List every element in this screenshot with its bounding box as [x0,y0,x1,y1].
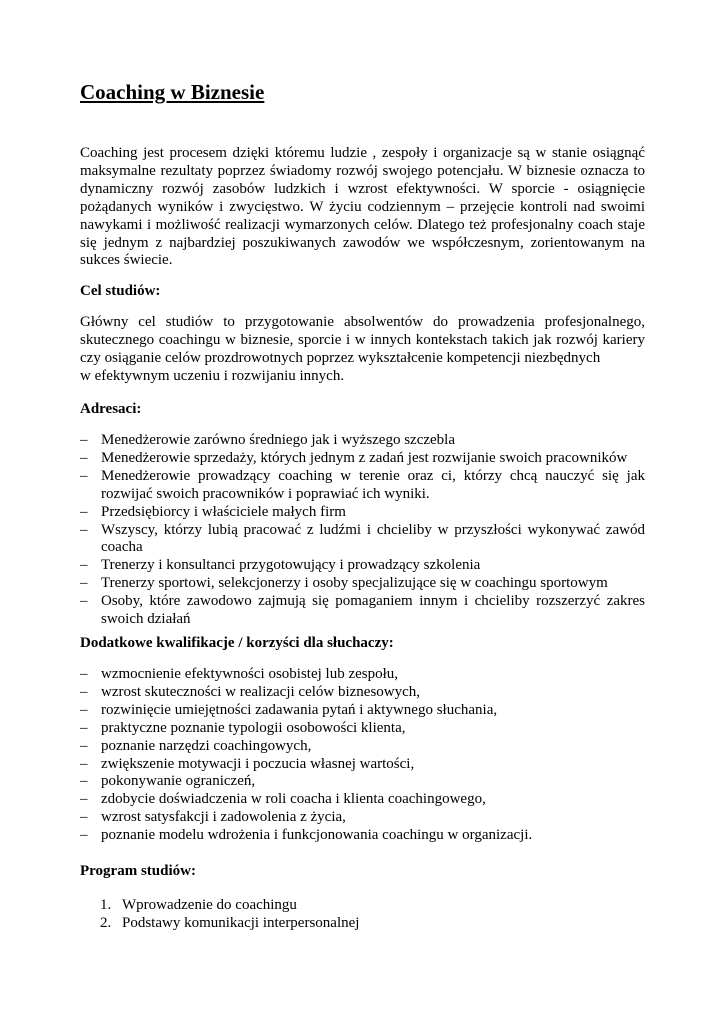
cel-studiow-text-last: w efektywnym uczeniu i rozwijaniu innych. [80,367,345,384]
list-item-text: Przedsiębiorcy i właściciele małych firm [101,503,346,520]
dash-bullet: – [80,503,88,520]
adresaci-heading: Adresaci: [80,401,142,417]
cel-studiow-paragraph [80,314,645,386]
dash-bullet: – [80,593,88,610]
list-item [100,896,640,914]
dash-bullet: – [80,521,88,538]
list-item-text: Menedżerowie prowadzący coaching w terenie oraz ci, którzy chcą nauczyć się jak rozwijać swoich pracowników i poprawiać ich wyniki. [101,467,645,502]
dash-bullet: – [80,666,88,682]
list-item-text: praktyczne poznanie typologii osobowości klienta, [101,719,406,736]
dash-bullet: – [80,449,88,466]
program-studiow-heading: Program studiów: [80,863,196,879]
list-item-text: Menedżerowie zarówno średniego jak i wyższego szczebla [101,432,456,448]
dash-bullet: – [80,557,88,574]
list-item [80,504,645,522]
list-item [80,702,645,720]
document-title: Coaching w Biznesie [80,80,265,104]
list-item [80,557,645,575]
list-item-text: Osoby, które zawodowo zajmują się pomaganiem innym i chcieliby rozszerzyć zakres swoich działań [101,593,645,628]
list-item [80,666,645,684]
list-item [100,914,640,932]
dash-bullet: – [80,719,88,736]
list-item [80,432,645,450]
list-item [80,468,645,504]
dash-bullet: – [80,701,88,718]
dash-bullet: – [80,683,88,700]
list-item [80,738,645,756]
cel-studiow-heading: Cel studiów: [80,283,161,299]
list-item [80,720,645,738]
list-item [80,827,645,845]
list-item-text: Podstawy komunikacji interpersonalnej [122,915,360,931]
dodatkowe-kwalifikacje-heading: Dodatkowe kwalifikacje / korzyści dla słuchaczy: [80,635,394,651]
list-item [80,773,645,791]
list-item [80,809,645,827]
dash-bullet: – [80,791,88,808]
list-item [80,593,645,629]
list-item-text: rozwinięcie umiejętności zadawania pytań i aktywnego słuchania, [101,701,498,718]
list-item-text: Wprowadzenie do coachingu [122,897,297,913]
dash-bullet: – [80,432,88,448]
list-item-text: pokonywanie ograniczeń, [101,773,256,790]
list-item-text: wzrost skuteczności w realizacji celów biznesowych, [101,683,421,700]
dash-bullet: – [80,575,88,592]
adresaci-list [80,432,645,629]
dash-bullet: – [80,737,88,754]
list-item-text: Trenerzy sportowi, selekcjonerzy i osoby specjalizujące się w coachingu sportowym [101,575,608,592]
list-item [80,450,645,468]
list-item-text: poznanie narzędzi coachingowych, [101,737,312,754]
dash-bullet: – [80,827,88,844]
list-item-text: zdobycie doświadczenia w roli coacha i klienta coachingowego, [101,791,486,808]
list-item-text: zwiększenie motywacji i poczucia własnej wartości, [101,755,415,772]
dash-bullet: – [80,467,88,484]
list-item [80,575,645,593]
list-item [80,684,645,702]
intro-paragraph: Coaching jest procesem dzięki któremu ludzie , zespoły i organizacje są w stanie osiągnąć maksymalne rezultaty poprzez świadomy rozwój swojego potencjału. W biznesie oznacza to dynamiczny rozwój zasobów ludzkich i wzrost efektywności. W sporcie - osiągnięcie pożądanych wyników i zwycięstwo. W życiu codziennym – przejęcie kontroli nad swoimi nawykami i możliwość realizacji wymarzonych celów. Dlatego też profesjonalny coach staje się jednym z najbardziej poszukiwanych zawodów we współczesnym, zorientowanym na sukces świecie. [80,145,645,269]
list-item-text: wzmocnienie efektywności osobistej lub zespołu, [101,666,399,682]
list-item [80,791,645,809]
list-item-text: wzrost satysfakcji i zadowolenia z życia, [101,809,346,826]
list-item [80,756,645,774]
list-number: 1. [100,897,112,913]
program-studiow-list [100,896,640,932]
list-item-text: Wszyscy, którzy lubią pracować z ludźmi i chcieliby w przyszłości wykonywać zawód coacha [101,521,645,556]
list-number: 2. [100,915,112,931]
list-item-text: poznanie modelu wdrożenia i funkcjonowania coachingu w organizacji. [101,827,533,844]
dash-bullet: – [80,773,88,790]
dodatkowe-kwalifikacje-list [80,666,645,845]
list-item [80,522,645,558]
cel-studiow-text: Główny cel studiów to przygotowanie absolwentów do prowadzenia profesjonalnego, skutecznego coachingu w biznesie, sporcie i w innych kontekstach takich jak rozwój kariery czy osiąganie celów prozdrowotnych poprzez wykształcenie kompetencji niezbędnych [80,314,645,366]
list-item-text: Trenerzy i konsultanci przygotowujący i prowadzący szkolenia [101,557,481,574]
dash-bullet: – [80,809,88,826]
dash-bullet: – [80,755,88,772]
list-item-text: Menedżerowie sprzedaży, których jednym z zadań jest rozwijanie swoich pracowników [101,449,628,466]
